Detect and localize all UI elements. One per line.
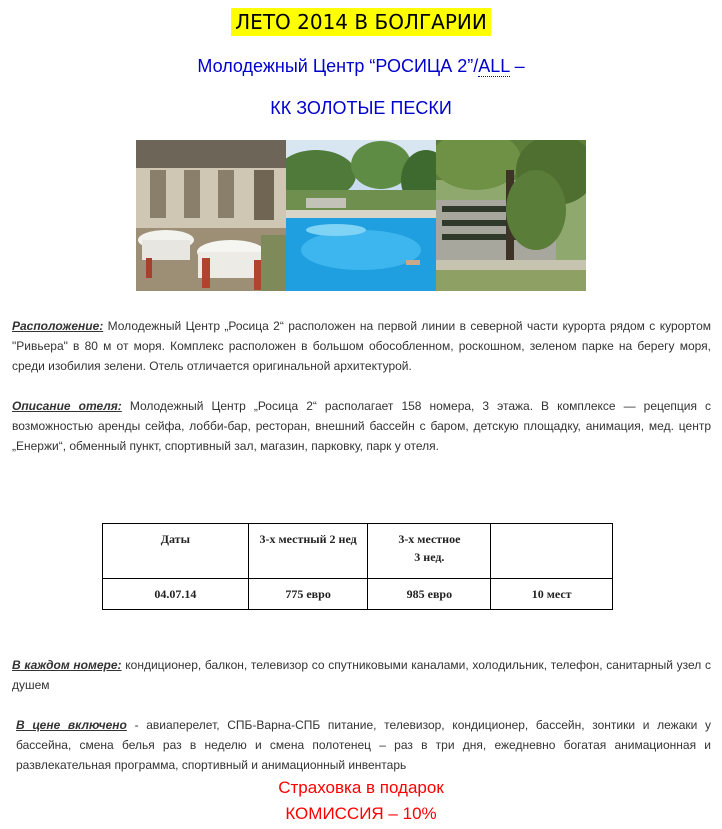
- header-cell-empty: [491, 524, 613, 579]
- building-photo: [436, 140, 586, 291]
- room-amenities-label: В каждом номере:: [12, 658, 122, 672]
- title-block: [0, 8, 722, 36]
- photo-strip: [136, 140, 586, 291]
- cell-price-3w: 985 евро: [368, 579, 491, 610]
- hotel-description-text: Молодежный Центр „Росица 2“ располагает 158 номера, 3 этажа. В комплексе — рецепция с возможностью аренды сейфа, лобби-бар, ресторан, внешний бассейн с баром, детскую площадку, анимация, мед. центр „Енержи“, обменный пункт, спортивный зал, магазин, парковку, парк у отеля.: [12, 399, 711, 453]
- header-cell-triple-3w: 3-х местное 3 нед.: [368, 524, 491, 579]
- header-cell-dates: Даты: [103, 524, 249, 579]
- hotel-name: [0, 56, 722, 77]
- all-inclusive-label: ALL: [478, 56, 510, 76]
- hotel-description-paragraph: [12, 396, 711, 456]
- header-cell-triple-2w: 3-х местный 2 нед: [248, 524, 368, 579]
- cell-places: 10 мест: [491, 579, 613, 610]
- location-text: Молодежный Центр „Росица 2“ расположен на первой линии в северной части курорта рядом с курортом "Ривьера" в 80 м от моря. Комплекс расположен в большом обособленном, роскошном, зеленом парке на берегу моря, среди изобилия зелени. Отель отличается оригинальной архитектурой.: [12, 319, 711, 373]
- page-title: ЛЕТО 2014 В БОЛГАРИИ: [231, 8, 491, 36]
- price-table: [102, 523, 613, 610]
- included-paragraph: [12, 715, 711, 775]
- included-text: - авиаперелет, СПБ-Варна-СПБ питание, телевизор, кондиционер, бассейн, зонтики и лежаки у бассейна, смена белья раз в неделю и смена полотенец – раз в три дня, ежедневно богатая анимационная и развлекательная программа, спортивный и анимационный инвентарь: [16, 718, 711, 772]
- cell-price-2w: 775 евро: [248, 579, 368, 610]
- location-paragraph: [12, 316, 711, 376]
- pool-photo: [286, 140, 436, 291]
- hotel-description-label: Описание отеля:: [12, 399, 122, 413]
- table-header-row: [103, 524, 613, 579]
- room-amenities-paragraph: [12, 655, 711, 695]
- room-amenities-text: кондиционер, балкон, телевизор со спутниковыми каналами, холодильник, телефон, санитарный узел с душем: [12, 658, 712, 692]
- insurance-note: Страховка в подарок: [278, 778, 444, 797]
- table-row: [103, 579, 613, 610]
- cell-date: 04.07.14: [103, 579, 249, 610]
- location-label: Расположение:: [12, 319, 104, 333]
- restaurant-photo: [136, 140, 286, 291]
- included-label: В цене включено: [16, 718, 127, 732]
- resort-name: КК ЗОЛОТЫЕ ПЕСКИ: [270, 98, 452, 118]
- hotel-name-dash: –: [509, 56, 525, 76]
- hotel-name-text: Молодежный Центр “РОСИЦА 2”/: [197, 56, 479, 76]
- commission-note: КОМИССИЯ – 10%: [285, 804, 437, 823]
